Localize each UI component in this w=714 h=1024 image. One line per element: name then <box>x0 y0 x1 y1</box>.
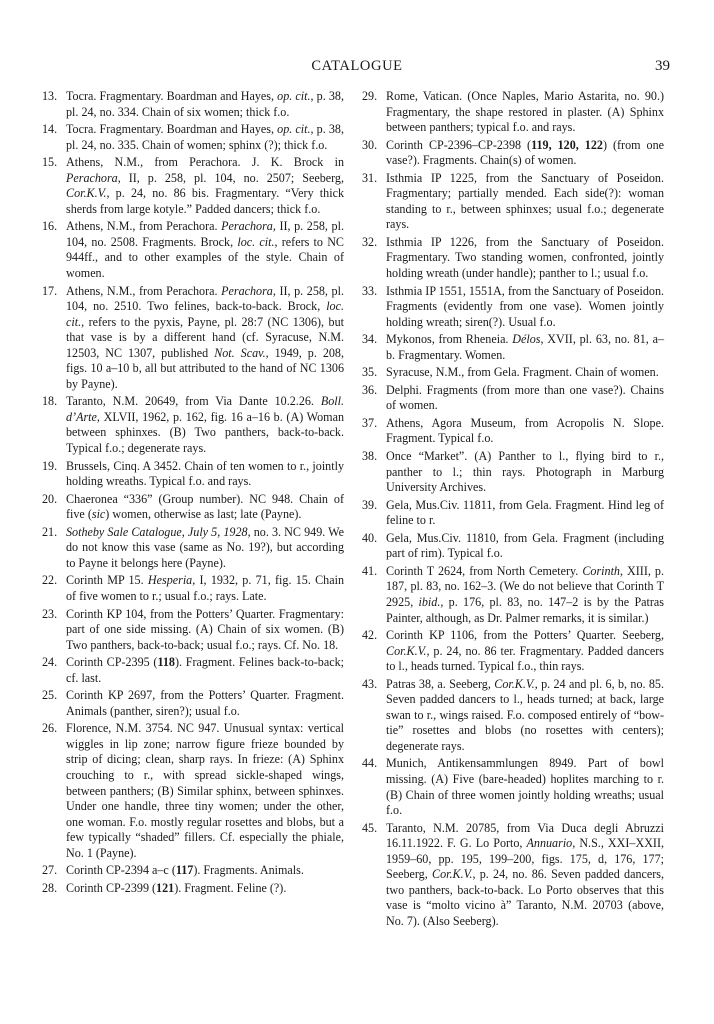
entry-number: 45. <box>362 820 378 835</box>
catalogue-entry <box>362 89 664 136</box>
catalogue-entry <box>42 89 344 120</box>
italic-citation: loc. cit. <box>237 234 275 249</box>
catalogue-entry <box>362 564 664 626</box>
entry-number: 31. <box>362 170 378 185</box>
entry-text: Corinth MP 15. <box>66 573 148 588</box>
entry-text: , II, p. 258, pl. 104, no. 2508. Fragments. Brock, <box>66 219 344 249</box>
entry-number: 37. <box>362 415 378 430</box>
entry-text: , p. 38, pl. 24, no. 334. Chain of six women; thick f.o. <box>66 89 344 119</box>
entry-text: Delphi. Fragments (from more than one vase?). Chains of women. <box>386 382 664 413</box>
entry-text: Gela, Mus.Civ. 11811, from Gela. Fragment. Hind leg of feline to r. <box>386 497 664 528</box>
page-header <box>0 58 714 78</box>
catalogue-entry <box>362 498 664 529</box>
entry-text: Athens, N.M., from Perachora. J. K. Brock in <box>66 155 344 170</box>
left-column <box>42 89 344 898</box>
entry-number: 18. <box>42 394 58 409</box>
entry-number: 20. <box>42 491 58 506</box>
catalogue-entry <box>42 219 344 281</box>
catalogue-entry <box>42 155 344 217</box>
entry-text: Corinth CP-2399 ( <box>66 880 157 895</box>
entry-text: , p. 24, no. 86. Seven padded dancers, two panthers, back-to-back. Lo Porto observes that this vase is “molto vicino à” Taranto, N.M. 20703 (above, No. 7). (Also Seeberg). <box>386 867 664 928</box>
entry-number: 19. <box>42 458 58 473</box>
bold-figure-ref: 119, 120, 122 <box>531 137 603 152</box>
catalogue-entry <box>362 171 664 233</box>
entry-number: 39. <box>362 497 378 512</box>
entry-text: Chaeronea “336” (Group number). NC 948. Chain of five ( <box>66 491 344 522</box>
entry-number: 22. <box>42 573 58 588</box>
entry-text: Corinth KP 104, from the Potters’ Quarter. Fragmentary: part of one side missing. (A) Chain of six women. (B) Two panthers, back-to-back; usual f.o.; rays. Cf. No. 18. <box>66 606 344 652</box>
entry-text: ) women, otherwise as last; late (Payne). <box>105 507 302 522</box>
right-column <box>362 89 664 931</box>
entry-text: , p. 176, pl. 83, no. 147–2 is by the Patras Painter, although, as Dr. Palmer remarks, it is similar.) <box>386 594 664 625</box>
entry-text: Syracuse, N.M., from Gela. Fragment. Chain of women. <box>386 365 659 380</box>
entry-text: Brussels, Cinq. A 3452. Chain of ten women to r., jointly holding wreaths. Typical f.o. and rays. <box>66 458 344 489</box>
italic-citation: op. cit. <box>277 122 311 137</box>
catalogue-entry <box>362 449 664 496</box>
catalogue-entry <box>42 459 344 490</box>
italic-citation: Not. Scav. <box>214 345 266 360</box>
entry-text: Rome, Vatican. (Once Naples, Mario Astarita, no. 90.) Fragmentary, the shape restored in plaster. (A) Sphinx between panthers; typical f.o. and rays. <box>386 89 664 135</box>
italic-citation: ibid. <box>418 594 441 609</box>
entry-text: Corinth KP 2697, from the Potters’ Quarter. Fragment. Animals (panther, siren?); usual f.o. <box>66 688 344 718</box>
entry-text: Tocra. Fragmentary. Boardman and Hayes, <box>66 122 278 137</box>
entry-text: Athens, N.M., from Perachora. <box>66 283 222 298</box>
catalogue-entry <box>362 284 664 331</box>
entry-text: ) (from one vase?). Fragments. Chain(s) of women. <box>386 137 664 168</box>
entry-text: Tocra. Fragmentary. Boardman and Hayes, <box>66 89 278 103</box>
catalogue-entry <box>42 525 344 572</box>
entry-number: 35. <box>362 365 378 380</box>
entry-text: , p. 38, pl. 24, no. 335. Chain of women; sphinx (?); thick f.o. <box>66 122 344 152</box>
italic-citation: Corinth <box>582 563 620 578</box>
entry-number: 36. <box>362 382 378 397</box>
entry-text: Munich, Antikensammlungen 8949. Part of bowl missing. (A) Five (bare-headed) hoplites marching to r. (B) Chain of three women jointly holding wreaths; usual f.o. <box>386 756 664 818</box>
catalogue-entry <box>362 416 664 447</box>
entry-number: 40. <box>362 530 378 545</box>
italic-citation: Cor.K.V. <box>386 643 427 658</box>
catalogue-entry <box>362 628 664 675</box>
entry-number: 27. <box>42 863 58 878</box>
entry-number: 28. <box>42 880 58 895</box>
catalogue-entry <box>42 721 344 861</box>
catalogue-entry <box>362 383 664 414</box>
entry-number: 33. <box>362 283 378 298</box>
italic-citation: Annuario <box>526 836 573 851</box>
entry-text: Mykonos, from Rheneia. <box>386 332 513 347</box>
entry-text: , XVII, pl. 63, no. 81, a–b. Fragmentary. Women. <box>386 332 665 362</box>
entry-number: 42. <box>362 628 378 643</box>
entry-text: , refers to the pyxis, Payne, pl. 28:7 (NC 1306), but that vase is by a different hand (cf. Syracuse, N.M. 12503, NC 1307, published <box>66 314 344 360</box>
catalogue-entry <box>42 122 344 153</box>
entry-number: 30. <box>362 137 378 152</box>
catalogue-entry <box>362 756 664 818</box>
entry-number: 21. <box>42 524 58 539</box>
catalogue-entry <box>362 235 664 282</box>
entry-text: Florence, N.M. 3754. NC 947. Unusual syntax: vertical wiggles in lip zone; narrow figure frieze bounded by strip of dicing; clean, sharp rays. In frieze: (A) Sphinx crouching to r., with spread sickle-shaped wings, between panthers; (B) Similar sphinx, between sphinxes. Under one handle, three tiny women; under the other, one woman. F.o. mostly regular rosettes and blobs, but a few typically “shaded” fillers. Cf. especially the phiale, No. 1 (Payne). <box>66 721 344 860</box>
entry-text: Athens, N.M., from Perachora. <box>66 219 222 234</box>
entry-number: 16. <box>42 219 58 234</box>
entry-text: , 1949, p. 208, figs. 10 a–10 b, all but attributed to the hand of NC 1306 by Payne). <box>66 345 344 391</box>
entry-text: , II, p. 258, pl. 104, no. 2510. Two felines, back-to-back. Brock, <box>66 283 344 314</box>
entry-text: Corinth CP-2396–CP-2398 ( <box>386 137 532 152</box>
entry-number: 34. <box>362 332 378 347</box>
catalogue-entry <box>42 284 344 393</box>
entry-text: , refers to NC 944ff., and to other examples of the style. Chain of women. <box>66 234 344 281</box>
italic-citation: Perachora <box>221 219 273 234</box>
italic-citation: Sotheby Sale Catalogue, July 5, 1928 <box>66 524 248 539</box>
entry-text: Corinth T 2624, from North Cemetery. <box>386 563 583 578</box>
entry-number: 17. <box>42 283 58 298</box>
page-number: 39 <box>655 58 670 74</box>
entry-text: Isthmia IP 1551, 1551A, from the Sanctuary of Poseidon. Fragments (evidently from one vase). Women jointly holding wreath; siren(?). Usual f.o. <box>386 283 665 329</box>
entry-number: 43. <box>362 676 378 691</box>
entry-number: 41. <box>362 563 378 578</box>
entry-text: Corinth CP-2395 ( <box>66 655 158 670</box>
italic-citation: Hesperia <box>147 573 193 588</box>
entry-text: ). Fragment. Felines back-to-back; cf. last. <box>66 655 344 685</box>
catalogue-entry <box>362 821 664 930</box>
bold-figure-ref: 118 <box>157 655 175 670</box>
entry-number: 25. <box>42 688 58 703</box>
entry-number: 26. <box>42 721 58 736</box>
italic-citation: Délos <box>512 332 541 347</box>
entry-number: 13. <box>42 89 58 103</box>
entry-text: Patras 38, a. Seeberg, <box>386 676 495 691</box>
catalogue-entry <box>362 365 664 381</box>
catalogue-entry <box>362 332 664 363</box>
catalogue-entry <box>362 138 664 169</box>
entry-text: Corinth CP-2394 a–c ( <box>66 863 176 878</box>
entry-number: 24. <box>42 655 58 670</box>
catalogue-entry <box>42 688 344 719</box>
running-title: CATALOGUE <box>311 58 403 74</box>
entry-number: 14. <box>42 122 58 137</box>
catalogue-entry <box>42 863 344 879</box>
catalogue-entry <box>42 394 344 456</box>
catalogue-entry <box>362 677 664 755</box>
entry-text: ). Fragment. Feline (?). <box>174 880 287 895</box>
entry-text: , N.S., XXI–XXII, 1959–60, pp. 195, 199–200, figs. 175, d, 176, 177; Seeberg, <box>386 836 665 882</box>
entry-text: , p. 24, no. 86 bis. Fragmentary. “Very thick sherds from large kotyle.” Padded dancers; thick f.o. <box>66 186 344 216</box>
entry-number: 15. <box>42 155 58 170</box>
italic-citation: Boll. d’Arte <box>66 394 344 424</box>
entry-text: , I, 1932, p. 71, fig. 15. Chain of five women to r.; usual f.o.; rays. Late. <box>66 573 344 603</box>
entry-text: , no. 3. NC 949. We do not know this vase (same as No. 19?), but according to Payne it belongs here (Payne). <box>66 524 344 570</box>
italic-citation: Cor.K.V. <box>66 186 107 201</box>
italic-citation: Perachora <box>221 283 273 298</box>
italic-citation: Perachora <box>66 170 118 185</box>
entry-text: Isthmia IP 1225, from the Sanctuary of Poseidon. Fragmentary; partially mended. Each side(?): woman standing to r., between sphinxes; usual f.o.; degenerate rays. <box>386 170 664 232</box>
entry-number: 29. <box>362 89 378 103</box>
italic-citation: sic <box>91 507 106 522</box>
entry-number: 44. <box>362 756 378 771</box>
entry-text: Isthmia IP 1226, from the Sanctuary of Poseidon. Fragmentary. Two standing women, confronted, jointly holding wreath (under handle); panther to l.; usual f.o. <box>386 234 664 281</box>
entry-text: Gela, Mus.Civ. 11810, from Gela. Fragment (including part of rim). Typical f.o. <box>386 530 664 561</box>
entry-text: ). Fragments. Animals. <box>193 863 304 878</box>
catalogue-entry <box>42 492 344 523</box>
catalogue-entry <box>42 573 344 604</box>
entry-text: , p. 24 and pl. 6, b, no. 85. Seven padded dancers to l., heads turned; at back, large swan to r., wings raised. F.o. composed entirely of “bow-tie” rosettes and blobs (no rosettes with centers); degenerate rays. <box>386 676 664 753</box>
entry-text: , XLVII, 1962, p. 162, fig. 16 a–16 b. (A) Woman between sphinxes. (B) Two panthers, back-to-back. Typical f.o.; degenerate rays. <box>66 409 344 456</box>
entry-text: Corinth KP 1106, from the Potters’ Quarter. Seeberg, <box>386 628 664 643</box>
entry-text: Once “Market”. (A) Panther to l., flying bird to r., panther to l.; thin rays. Photograph in Marburg University Archives. <box>386 449 664 495</box>
italic-citation: Cor.K.V. <box>432 867 473 882</box>
catalogue-entry <box>362 531 664 562</box>
entry-text: Taranto, N.M. 20649, from Via Dante 10.2.26. <box>66 394 321 409</box>
entry-text: Taranto, N.M. 20785, from Via Duca degli Abruzzi 16.11.1922. F. G. Lo Porto, <box>386 820 664 851</box>
entry-text: , II, p. 258, pl. 104, no. 2507; Seeberg, <box>117 170 344 185</box>
entry-number: 32. <box>362 234 378 249</box>
italic-citation: loc. cit. <box>66 299 344 329</box>
catalogue-entry <box>42 655 344 686</box>
entry-text: , p. 24, no. 86 ter. Fragmentary. Padded dancers to l., heads turned. Typical f.o., thin rays. <box>386 643 664 674</box>
entry-number: 38. <box>362 449 378 464</box>
catalogue-entry <box>42 607 344 654</box>
entry-text: Athens, Agora Museum, from Acropolis N. Slope. Fragment. Typical f.o. <box>386 415 664 446</box>
catalogue-entry <box>42 881 344 897</box>
italic-citation: Cor.K.V. <box>494 676 535 691</box>
italic-citation: op. cit. <box>277 89 311 103</box>
entry-text: , XIII, p. 187, pl. 83, no. 162–3. (We do not believe that Corinth T 2925, <box>386 563 664 609</box>
bold-figure-ref: 121 <box>156 880 175 895</box>
entry-number: 23. <box>42 606 58 621</box>
bold-figure-ref: 117 <box>175 863 194 878</box>
